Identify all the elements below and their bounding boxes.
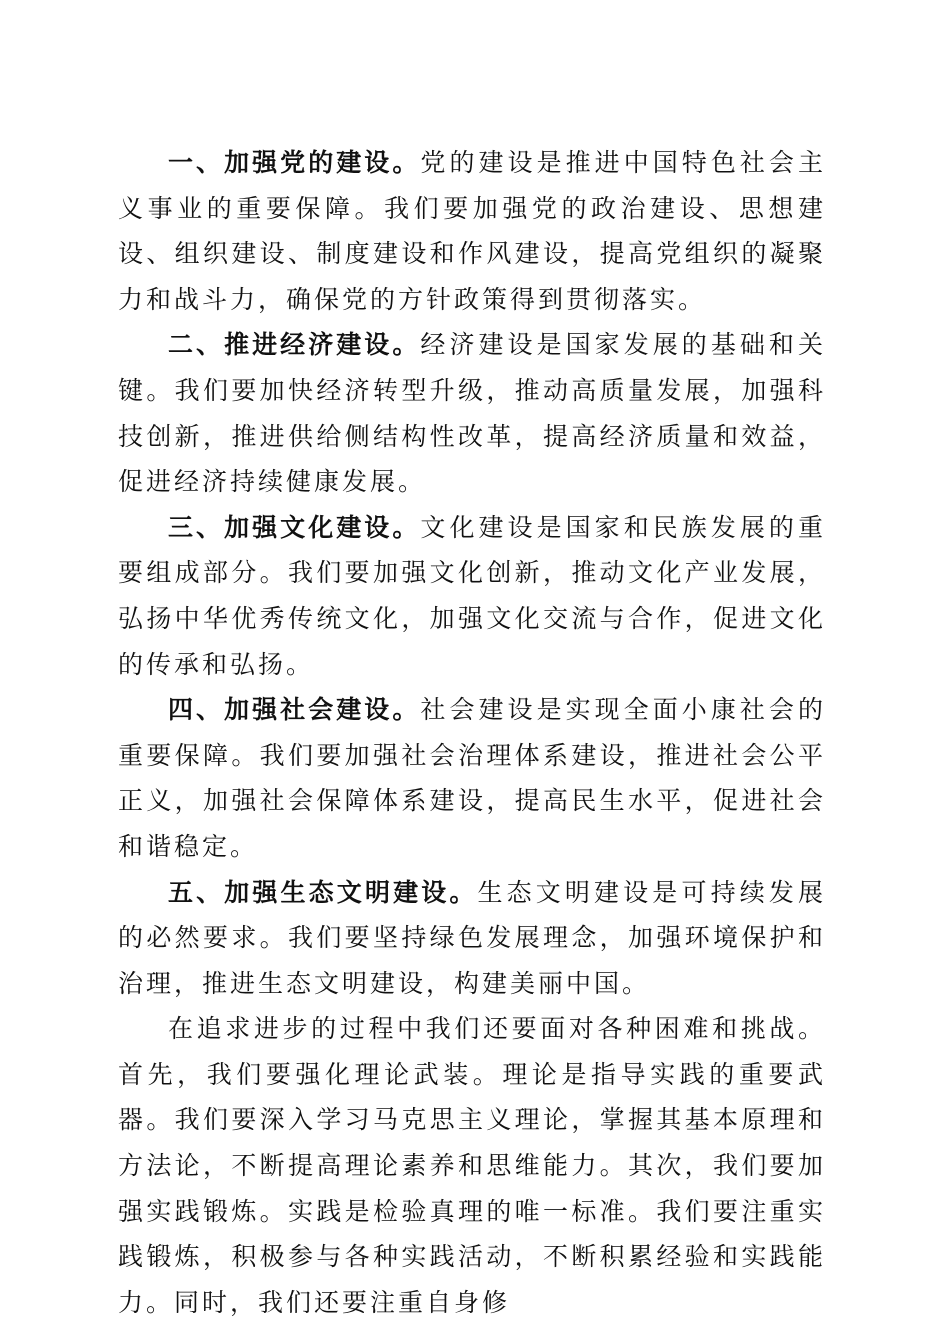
section-paragraph-5 [118,870,826,1007]
section-text: 经济建设是国家发展的基础和关键。我们要加快经济转型升级，推动高质量发展，加强科技创新，推进供给侧结构性改革，提高经济质量和效益，促进经济持续健康发展。 [118,330,826,497]
section-paragraph-2 [118,322,826,504]
section-text: 党的建设是推进中国特色社会主义事业的重要保障。我们要加强党的政治建设、思想建设、组织建设、制度建设和作风建设，提高党组织的凝聚力和战斗力，确保党的方针政策得到贯彻落实。 [118,148,826,314]
closing-paragraph: 在追求进步的过程中我们还要面对各种困难和挑战。首先，我们要强化理论武装。理论是指导实践的重要武器。我们要深入学习马克思主义理论，掌握其基本原理和方法论，不断提高理论素养和思维能力。其次，我们要加强实践锻炼。实践是检验真理的唯一标准。我们要注重实践锻炼，积极参与各种实践活动，不断积累经验和实践能力。同时，我们还要注重自身修 [118,1014,826,1317]
section-text: 社会建设是实现全面小康社会的重要保障。我们要加强社会治理体系建设，推进社会公平正义，加强社会保障体系建设，提高民生水平，促进社会和谐稳定。 [118,695,826,861]
section-heading: 四、加强社会建设。 [168,695,421,725]
section-heading: 三、加强文化建设。 [168,512,421,542]
document-body [118,140,826,1325]
section-heading: 一、加强党的建设。 [168,148,421,177]
section-text: 生态文明建设是可持续发展的必然要求。我们要坚持绿色发展理念，加强环境保护和治理，推进生态文明建设，构建美丽中国。 [118,877,826,998]
section-text: 文化建设是国家和民族发展的重要组成部分。我们要加强文化创新，推动文化产业发展，弘扬中华优秀传统文化，加强文化交流与合作，促进文化的传承和弘扬。 [118,512,826,679]
section-paragraph-3 [118,505,826,687]
section-heading: 二、推进经济建设。 [168,330,421,360]
section-heading: 五、加强生态文明建设。 [168,877,478,907]
section-paragraph-1 [118,140,826,322]
section-paragraph-4 [118,687,826,869]
